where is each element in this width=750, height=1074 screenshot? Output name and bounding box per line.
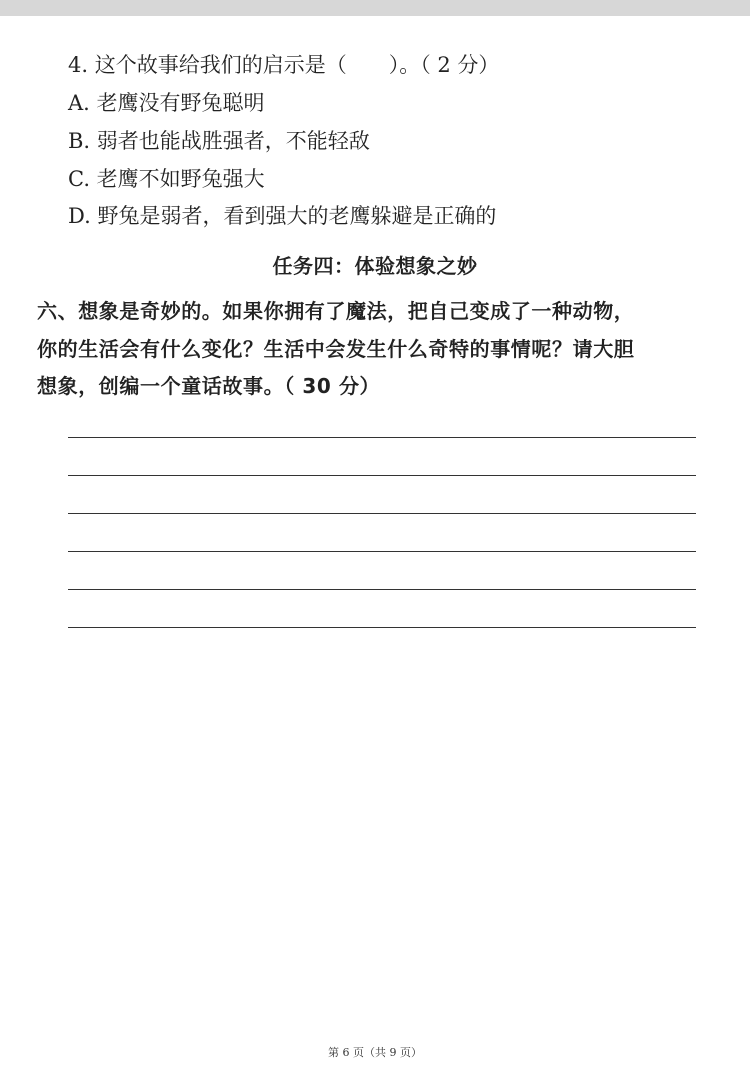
- answer-writing-area[interactable]: [68, 437, 696, 665]
- question-6-line-3: 想象，创编一个童话故事。（ 30 分）: [37, 374, 381, 398]
- top-border-bar: [0, 0, 750, 16]
- writing-line: [68, 589, 696, 590]
- question-4-option-b: B. 弱者也能战胜强者，不能轻敌: [68, 129, 370, 153]
- task-title: 任务四：体验想象之妙: [272, 254, 478, 278]
- writing-line: [68, 551, 696, 552]
- question-6-line-1: 六、想象是奇妙的。如果你拥有了魔法，把自己变成了一种动物，: [37, 299, 635, 323]
- writing-line: [68, 475, 696, 476]
- writing-line: [68, 627, 696, 628]
- question-4-option-d: D. 野兔是弱者，看到强大的老鹰躲避是正确的: [68, 204, 497, 228]
- writing-line: [68, 437, 696, 438]
- page-number: 第 6 页（共 9 页）: [328, 1046, 422, 1059]
- question-4-option-c: C. 老鹰不如野兔强大: [68, 167, 265, 191]
- question-4-option-a: A. 老鹰没有野兔聪明: [68, 91, 265, 115]
- writing-line: [68, 513, 696, 514]
- question-4-stem: 4. 这个故事给我们的启示是（ ）。（ 2 分）: [68, 53, 500, 77]
- question-6-line-2: 你的生活会有什么变化？生活中会发生什么奇特的事情呢？请大胆: [37, 337, 635, 361]
